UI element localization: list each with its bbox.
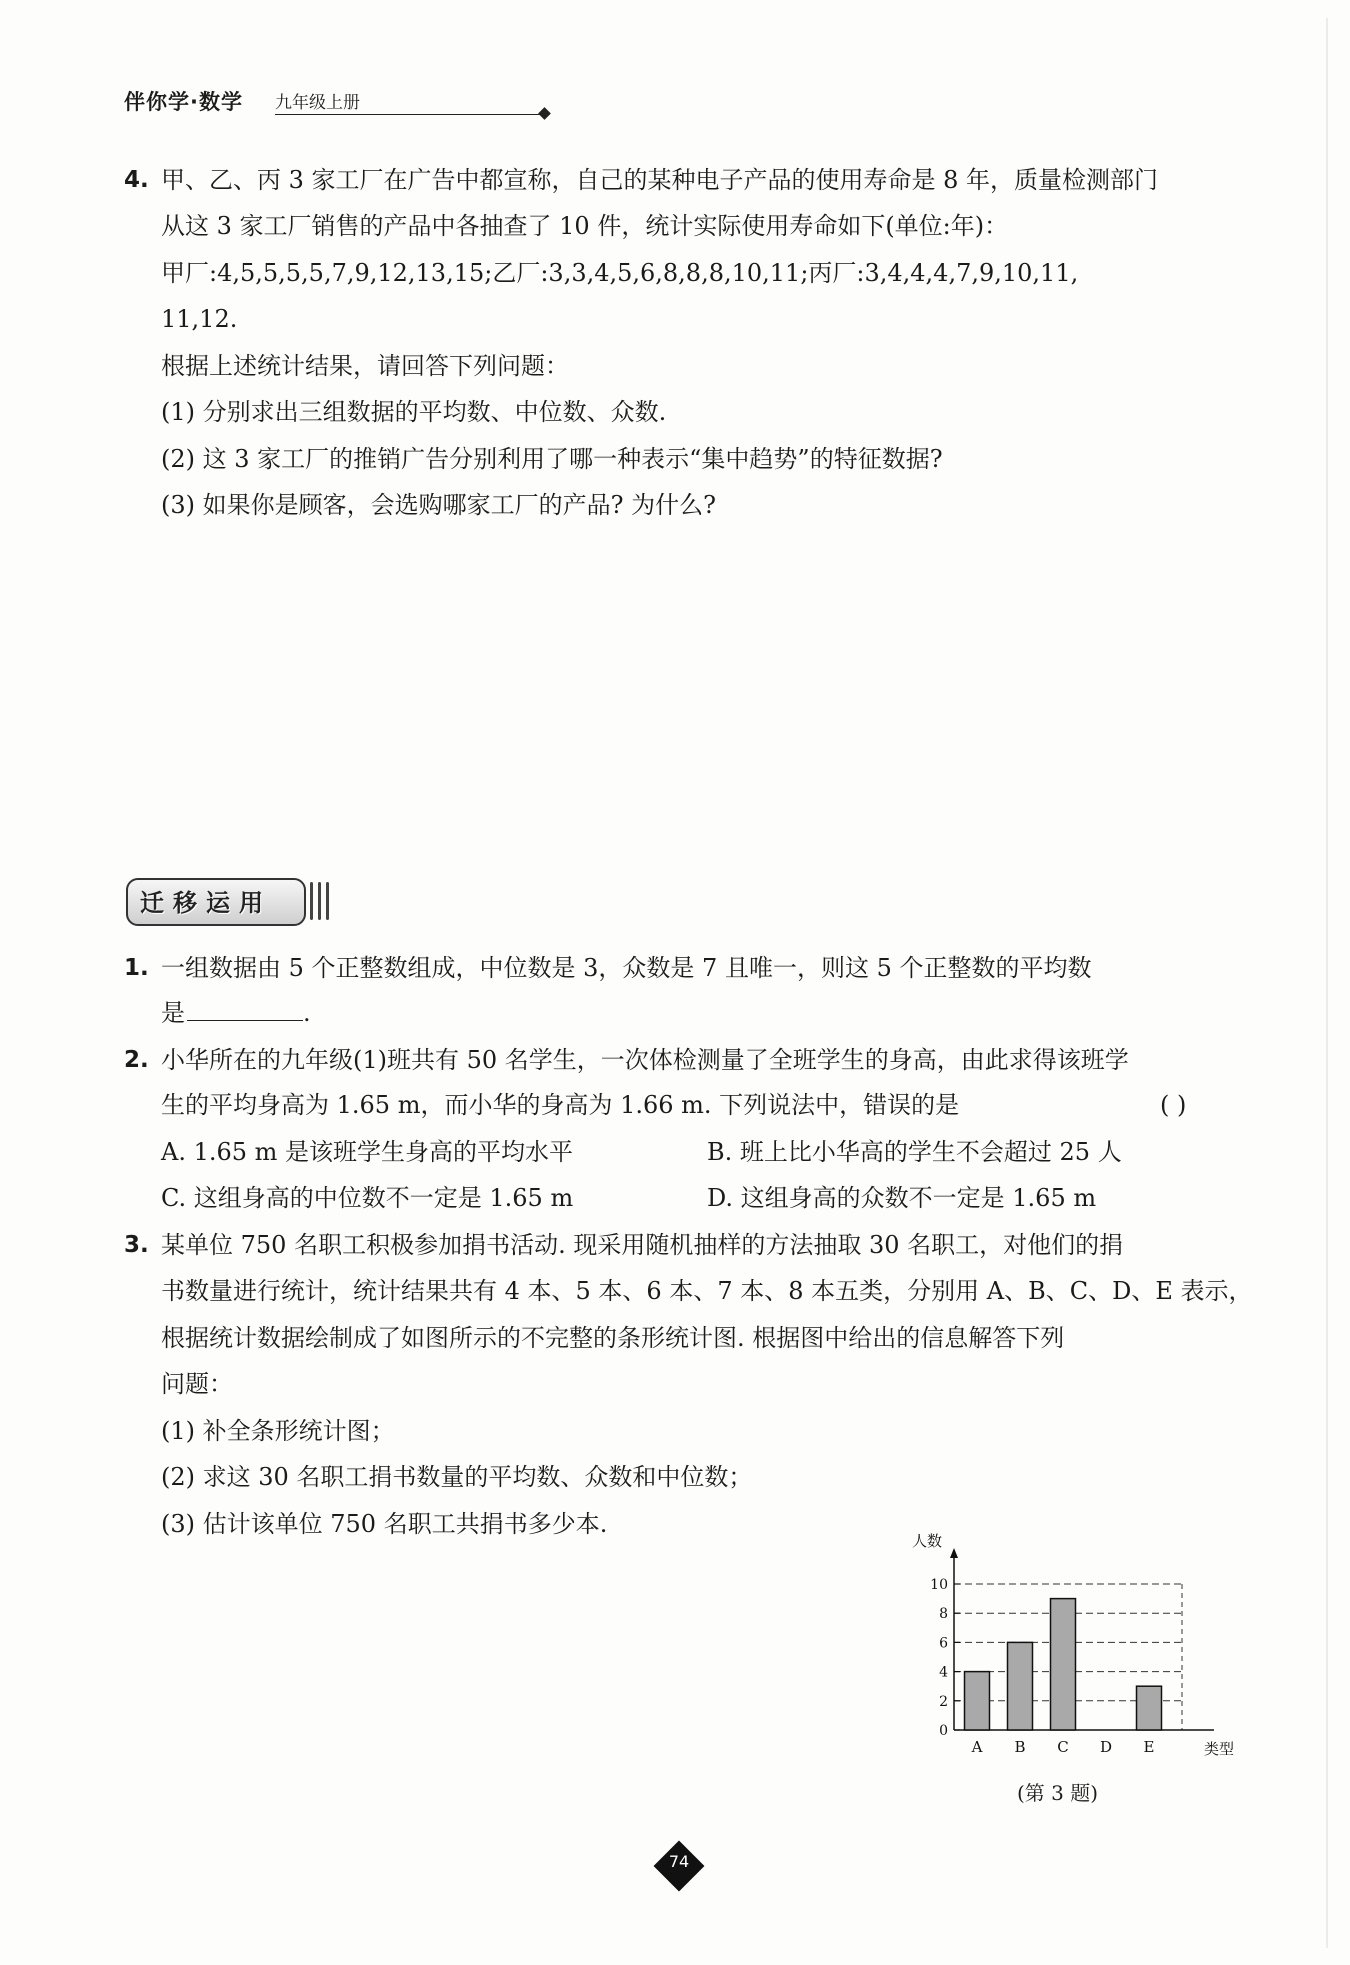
y-tick-label: 8 — [939, 1606, 948, 1623]
sub-question: (2) 这 3 家工厂的推销广告分别利用了哪一种表示“集中趋势”的特征数据? — [161, 445, 943, 473]
header-rule — [275, 114, 543, 115]
header-diamond-icon — [538, 107, 551, 120]
bar-c — [1051, 1599, 1076, 1730]
x-tick-label: D — [1099, 1738, 1113, 1756]
bar-chart-svg — [911, 1532, 1235, 1760]
data-line: 11,12. — [161, 305, 238, 333]
question-text-line: 一组数据由 5 个正整数组成，中位数是 3，众数是 7 且唯一，则这 5 个正整数的平均数 — [161, 954, 1092, 982]
sub-question: (3) 估计该单位 750 名职工共捐书多少本. — [161, 1510, 608, 1538]
page-number: 74 — [668, 1852, 690, 1871]
option-b: B. 班上比小华高的学生不会超过 25 人 — [707, 1138, 1122, 1166]
sub-question: (1) 分别求出三组数据的平均数、中位数、众数. — [161, 398, 667, 426]
x-tick-label: B — [1014, 1738, 1026, 1756]
y-tick-label: 6 — [939, 1635, 948, 1652]
option-c: C. 这组身高的中位数不一定是 1.65 m — [161, 1184, 574, 1212]
question-number: 3. — [124, 1232, 149, 1258]
question-text-line: 某单位 750 名职工积极参加捐书活动. 现采用随机抽样的方法抽取 30 名职工，对他们的捐 — [161, 1231, 1124, 1259]
question-text-line: 甲、乙、丙 3 家工厂在广告中都宣称，自己的某种电子产品的使用寿命是 8 年，质量检测部门 — [161, 166, 1159, 194]
banner-stripe-icon — [310, 882, 313, 920]
y-tick-label: 10 — [930, 1577, 948, 1593]
y-tick-label: 4 — [939, 1664, 948, 1681]
banner-stripe-icon — [326, 882, 329, 920]
question-number: 1. — [124, 955, 149, 981]
y-axis-label: 人数 — [911, 1532, 942, 1550]
sub-question: (1) 补全条形统计图； — [161, 1417, 395, 1445]
data-line: 甲厂:4,5,5,5,5,7,9,12,13,15;乙厂:3,3,4,5,6,8,8,8,10,11;丙厂:3,4,4,4,7,9,10,11, — [161, 259, 1079, 287]
question-text-line: 从这 3 家工厂销售的产品中各抽查了 10 件，统计实际使用寿命如下(单位:年)： — [161, 212, 1009, 240]
bar-chart — [911, 1532, 1235, 1760]
x-axis-label: 类型 — [1204, 1740, 1235, 1758]
x-tick-label: C — [1057, 1738, 1069, 1756]
question-text-line: 根据统计数据绘制成了如图所示的不完整的条形统计图. 根据图中给出的信息解答下列 — [161, 1324, 1065, 1352]
question-number: 2. — [124, 1047, 149, 1073]
question-text-line: 根据上述统计结果，请回答下列问题： — [161, 352, 569, 380]
x-tick-label: A — [971, 1738, 983, 1756]
question-text-line: 问题： — [161, 1370, 233, 1398]
option-d: D. 这组身高的众数不一定是 1.65 m — [707, 1184, 1097, 1212]
section-title: 迁移运用 — [140, 889, 272, 917]
text-suffix: . — [303, 999, 311, 1027]
y-axis-arrow-icon — [950, 1548, 958, 1558]
bar-b — [1008, 1642, 1033, 1730]
page-number-badge — [653, 1840, 705, 1892]
question-text-line: 小华所在的九年级(1)班共有 50 名学生，一次体检测量了全班学生的身高，由此求得该班学 — [161, 1046, 1129, 1074]
chart-caption: (第 3 题) — [1017, 1781, 1099, 1805]
text-prefix: 是 — [161, 999, 185, 1027]
banner-frame — [126, 878, 306, 926]
question-text-line: 生的平均身高为 1.65 m，而小华的身高为 1.66 m. 下列说法中，错误的是 — [161, 1091, 960, 1119]
y-tick-label: 2 — [939, 1693, 948, 1710]
question-number: 4. — [124, 167, 149, 193]
sub-question: (3) 如果你是顾客，会选购哪家工厂的产品? 为什么? — [161, 491, 716, 519]
option-a: A. 1.65 m 是该班学生身高的平均水平 — [161, 1138, 574, 1166]
answer-bracket[interactable]: ( ) — [1160, 1091, 1187, 1119]
question-text-line — [161, 990, 311, 1036]
bar-a — [965, 1672, 990, 1730]
section-banner — [126, 878, 338, 928]
page-header — [124, 86, 424, 116]
answer-blank[interactable] — [187, 996, 303, 1021]
question-text-line: 书数量进行统计，统计结果共有 4 本、5 本、6 本、7 本、8 本五类，分别用 A、B、C、D、E 表示， — [161, 1277, 1253, 1305]
series-title: 伴你学·数学 — [124, 90, 243, 114]
y-tick-label: 0 — [939, 1723, 948, 1739]
grade-label: 九年级上册 — [275, 93, 360, 113]
scan-edge-line — [1326, 18, 1328, 1948]
x-tick-label: E — [1143, 1738, 1155, 1756]
sub-question: (2) 求这 30 名职工捐书数量的平均数、众数和中位数； — [161, 1463, 753, 1491]
banner-stripe-icon — [318, 882, 321, 920]
bar-e — [1137, 1686, 1162, 1730]
